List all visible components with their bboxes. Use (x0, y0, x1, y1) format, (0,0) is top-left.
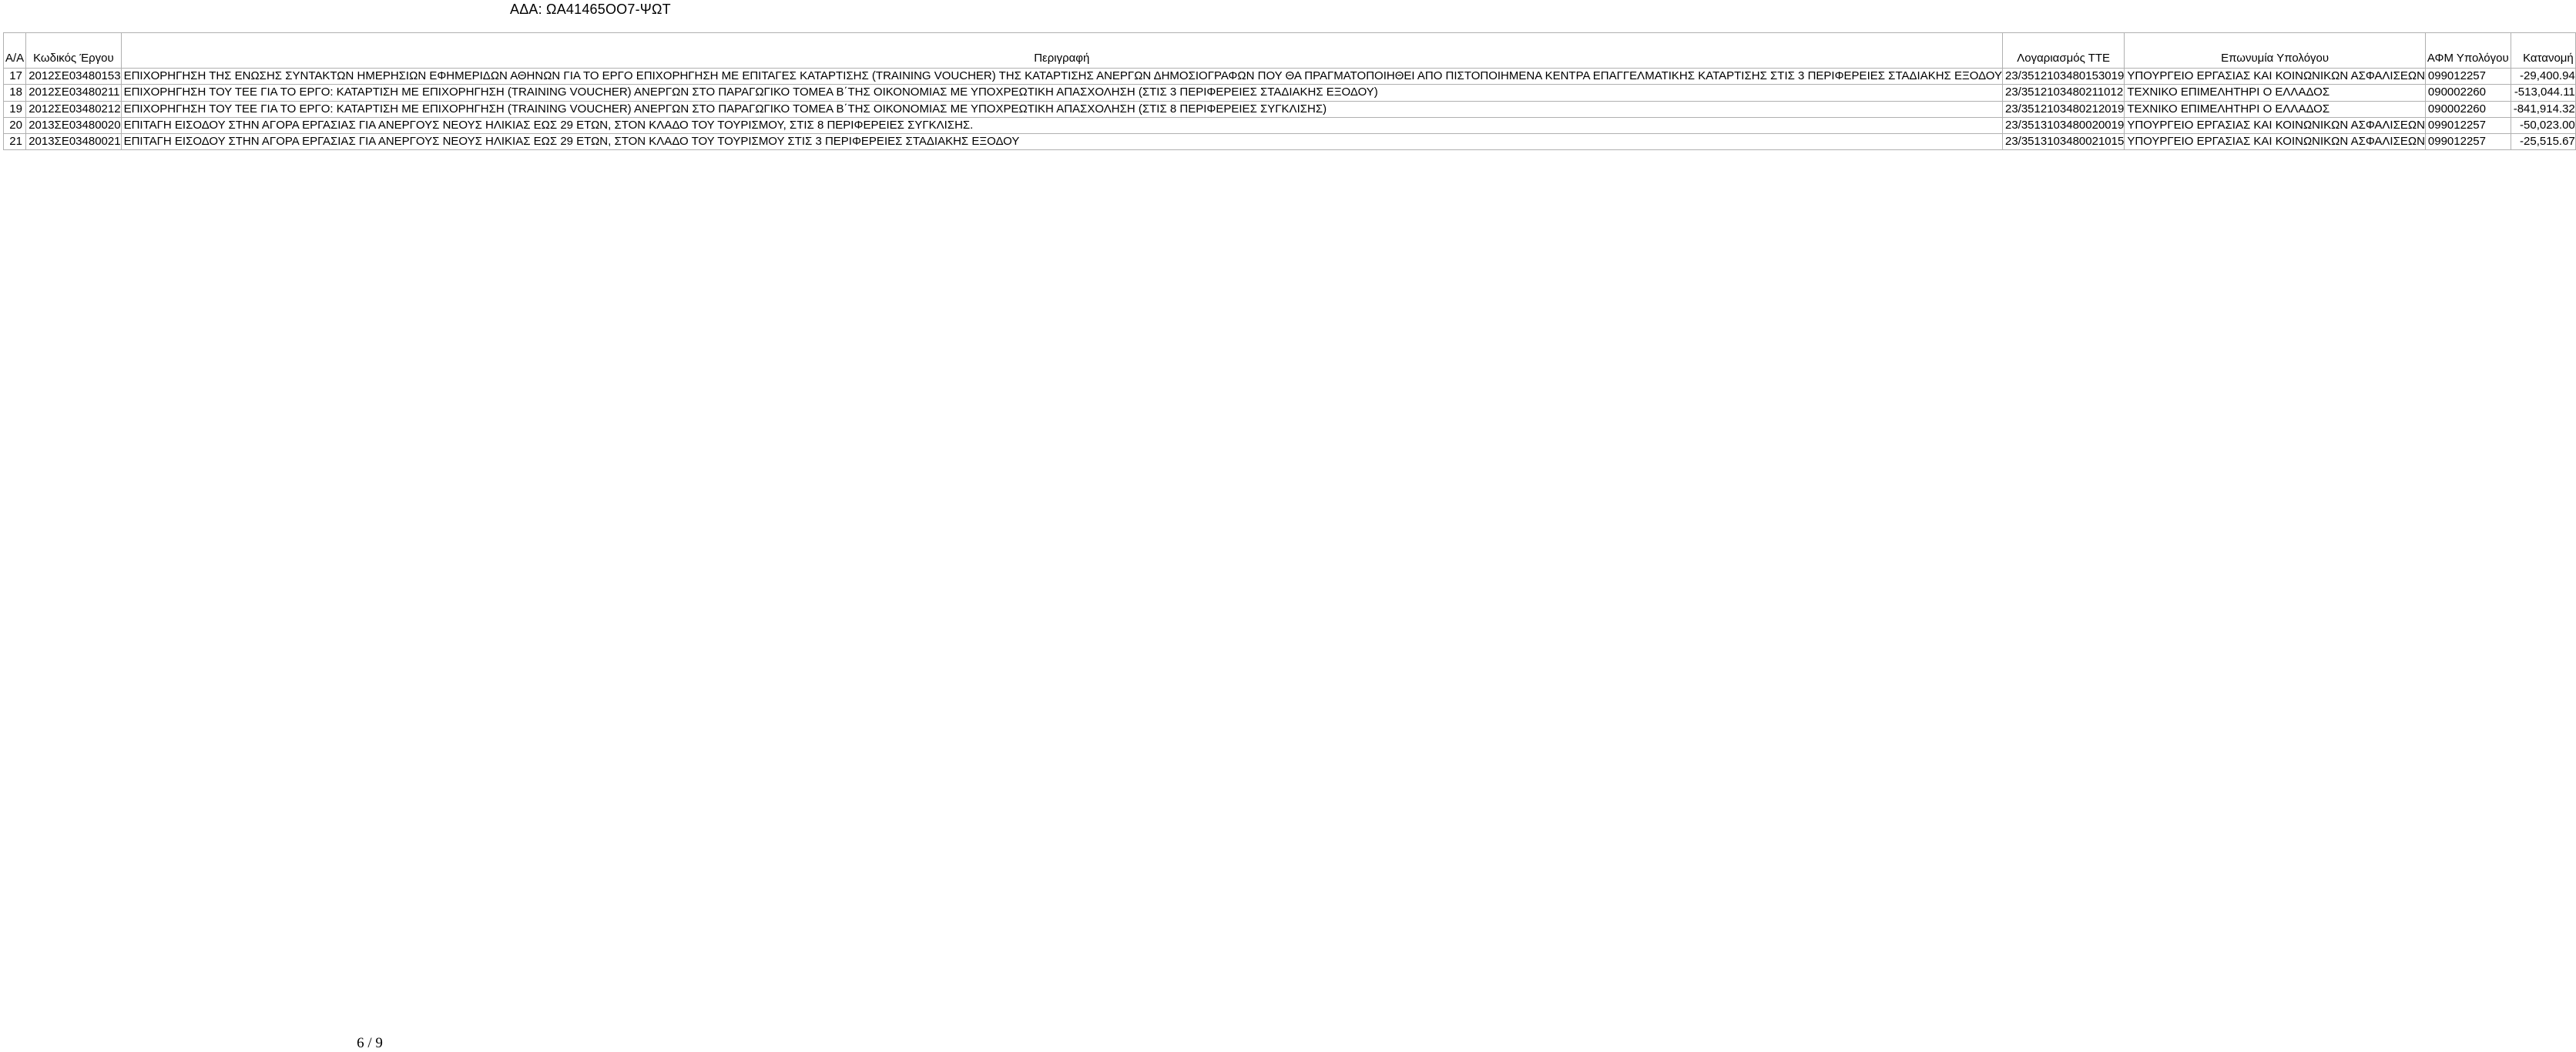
table-body (4, 69, 2576, 150)
table-row (4, 117, 2576, 133)
row-aa: 19 (4, 101, 26, 117)
table-row (4, 85, 2576, 101)
row-code: 2012ΣΕ03480212 (26, 101, 121, 117)
row-name: ΥΠΟΥΡΓΕΙΟ ΕΡΓΑΣΙΑΣ ΚΑΙ ΚΟΙΝΩΝΙΚΩΝ ΑΣΦΑΛΙΣΕΩΝ (2125, 134, 2426, 150)
row-description: ΕΠΙΧΟΡΗΓΗΣΗ ΤΗΣ ΕΝΩΣΗΣ ΣΥΝΤΑΚΤΩΝ ΗΜΕΡΗΣΙΩΝ ΕΦΗΜΕΡΙΔΩΝ ΑΘΗΝΩΝ ΓΙΑ ΤΟ ΕΡΓΟ ΕΠΙΧΟΡΗΓΗΣΗ ΜΕ ΕΠΙΤΑΓΕΣ ΚΑΤΑΡΤΙΣΗΣ (TRAINING VOUCHER) ΤΗΣ ΚΑΤΑΡΤΙΣΗΣ ΑΝΕΡΓΩΝ ΔΗΜΟΣΙΟΓΡΑΦΩΝ ΠΟΥ ΘΑ ΠΡΑΓΜΑΤΟΠΟΙΗΘΕΙ ΑΠΟ ΠΙΣΤΟΠΟΙΗΜΕΝΑ ΚΕΝΤΡΑ ΕΠΑΓΓΕΛΜΑΤΙΚΗΣ ΚΑΤΑΡΤΙΣΗΣ ΣΤΙΣ 3 ΠΕΡΙΦΕΡΕΙΕΣ ΣΤΑΔΙΑΚΗΣ ΕΞΟΔΟΥ (121, 69, 2002, 85)
row-description: ΕΠΙΧΟΡΗΓΗΣΗ ΤΟΥ ΤΕΕ ΓΙΑ ΤΟ ΕΡΓΟ: ΚΑΤΑΡΤΙΣΗ ΜΕ ΕΠΙΧΟΡΗΓΗΣΗ (TRAINING VOUCHER) ΑΝΕΡΓΩΝ ΣΤΟ ΠΑΡΑΓΩΓΙΚΟ ΤΟΜΕΑ Β΄ΤΗΣ ΟΙΚΟΝΟΜΙΑΣ ΜΕ ΥΠΟΧΡΕΩΤΙΚΗ ΑΠΑΣΧΟΛΗΣΗ (ΣΤΙΣ 3 ΠΕΡΙΦΕΡΕΙΕΣ ΣΤΑΔΙΑΚΗΣ ΕΞΟΔΟΥ) (121, 85, 2002, 101)
row-name: ΥΠΟΥΡΓΕΙΟ ΕΡΓΑΣΙΑΣ ΚΑΙ ΚΟΙΝΩΝΙΚΩΝ ΑΣΦΑΛΙΣΕΩΝ (2125, 117, 2426, 133)
row-code: 2012ΣΕ03480211 (26, 85, 121, 101)
header-row (4, 33, 2576, 69)
row-allocation: -29,400.94 (2511, 69, 2575, 85)
row-account: 23/3513103480020019 (2002, 117, 2124, 133)
row-name: ΥΠΟΥΡΓΕΙΟ ΕΡΓΑΣΙΑΣ ΚΑΙ ΚΟΙΝΩΝΙΚΩΝ ΑΣΦΑΛΙΣΕΩΝ (2125, 69, 2426, 85)
row-aa: 17 (4, 69, 26, 85)
row-code: 2013ΣΕ03480020 (26, 117, 121, 133)
header-description: Περιγραφή (121, 33, 2002, 69)
row-afm: 090002260 (2425, 85, 2511, 101)
row-account: 23/3512103480211012 (2002, 85, 2124, 101)
row-description: ΕΠΙΧΟΡΗΓΗΣΗ ΤΟΥ ΤΕΕ ΓΙΑ ΤΟ ΕΡΓΟ: ΚΑΤΑΡΤΙΣΗ ΜΕ ΕΠΙΧΟΡΗΓΗΣΗ (TRAINING VOUCHER) ΑΝΕΡΓΩΝ ΣΤΟ ΠΑΡΑΓΩΓΙΚΟ ΤΟΜΕΑ Β΄ΤΗΣ ΟΙΚΟΝΟΜΙΑΣ ΜΕ ΥΠΟΧΡΕΩΤΙΚΗ ΑΠΑΣΧΟΛΗΣΗ (ΣΤΙΣ 8 ΠΕΡΙΦΕΡΕΙΕΣ ΣΥΓΚΛΙΣΗΣ) (121, 101, 2002, 117)
row-afm: 099012257 (2425, 117, 2511, 133)
row-account: 23/3513103480021015 (2002, 134, 2124, 150)
row-allocation: -50,023.00 (2511, 117, 2575, 133)
row-code: 2013ΣΕ03480021 (26, 134, 121, 150)
header-allocation: Κατανομή (2511, 33, 2575, 69)
page-number: 6 / 9 (357, 1035, 383, 1051)
row-name: ΤΕΧΝΙΚΟ ΕΠΙΜΕΛΗΤΗΡΙ Ο ΕΛΛΑΔΟΣ (2125, 85, 2426, 101)
header-afm: ΑΦΜ Υπολόγου (2425, 33, 2511, 69)
allocation-table (3, 32, 2576, 150)
row-afm: 090002260 (2425, 101, 2511, 117)
row-allocation: -513,044.11 (2511, 85, 2575, 101)
row-description: ΕΠΙΤΑΓΗ ΕΙΣΟΔΟΥ ΣΤΗΝ ΑΓΟΡΑ ΕΡΓΑΣΙΑΣ ΓΙΑ ΑΝΕΡΓΟΥΣ ΝΕΟΥΣ ΗΛΙΚΙΑΣ ΕΩΣ 29 ΕΤΩΝ, ΣΤΟΝ ΚΛΑΔΟ ΤΟΥ ΤΟΥΡΙΣΜΟΥ ΣΤΙΣ 3 ΠΕΡΙΦΕΡΕΙΕΣ ΣΤΑΔΙΑΚΗΣ ΕΞΟΔΟΥ (121, 134, 2002, 150)
row-name: ΤΕΧΝΙΚΟ ΕΠΙΜΕΛΗΤΗΡΙ Ο ΕΛΛΑΔΟΣ (2125, 101, 2426, 117)
row-account: 23/3512103480153019 (2002, 69, 2124, 85)
row-allocation: -841,914.32 (2511, 101, 2575, 117)
header-aa: Α/Α (4, 33, 26, 69)
row-aa: 21 (4, 134, 26, 150)
table-row (4, 134, 2576, 150)
header-account: Λογαριασμός ΤΤΕ (2002, 33, 2124, 69)
row-aa: 20 (4, 117, 26, 133)
header-code: Κωδικός Έργου (26, 33, 121, 69)
row-description: ΕΠΙΤΑΓΗ ΕΙΣΟΔΟΥ ΣΤΗΝ ΑΓΟΡΑ ΕΡΓΑΣΙΑΣ ΓΙΑ ΑΝΕΡΓΟΥΣ ΝΕΟΥΣ ΗΛΙΚΙΑΣ ΕΩΣ 29 ΕΤΩΝ, ΣΤΟΝ ΚΛΑΔΟ ΤΟΥ ΤΟΥΡΙΣΜΟΥ, ΣΤΙΣ 8 ΠΕΡΙΦΕΡΕΙΕΣ ΣΥΓΚΛΙΣΗΣ. (121, 117, 2002, 133)
row-account: 23/3512103480212019 (2002, 101, 2124, 117)
ada-stamp: ΑΔΑ: ΩΑ41465ΟΟ7-ΨΩΤ (510, 2, 671, 17)
row-allocation: -25,515.67 (2511, 134, 2575, 150)
row-afm: 099012257 (2425, 69, 2511, 85)
row-code: 2012ΣΕ03480153 (26, 69, 121, 85)
table-row (4, 69, 2576, 85)
header-name: Επωνυμία Υπολόγου (2125, 33, 2426, 69)
table-row (4, 101, 2576, 117)
row-afm: 099012257 (2425, 134, 2511, 150)
row-aa: 18 (4, 85, 26, 101)
